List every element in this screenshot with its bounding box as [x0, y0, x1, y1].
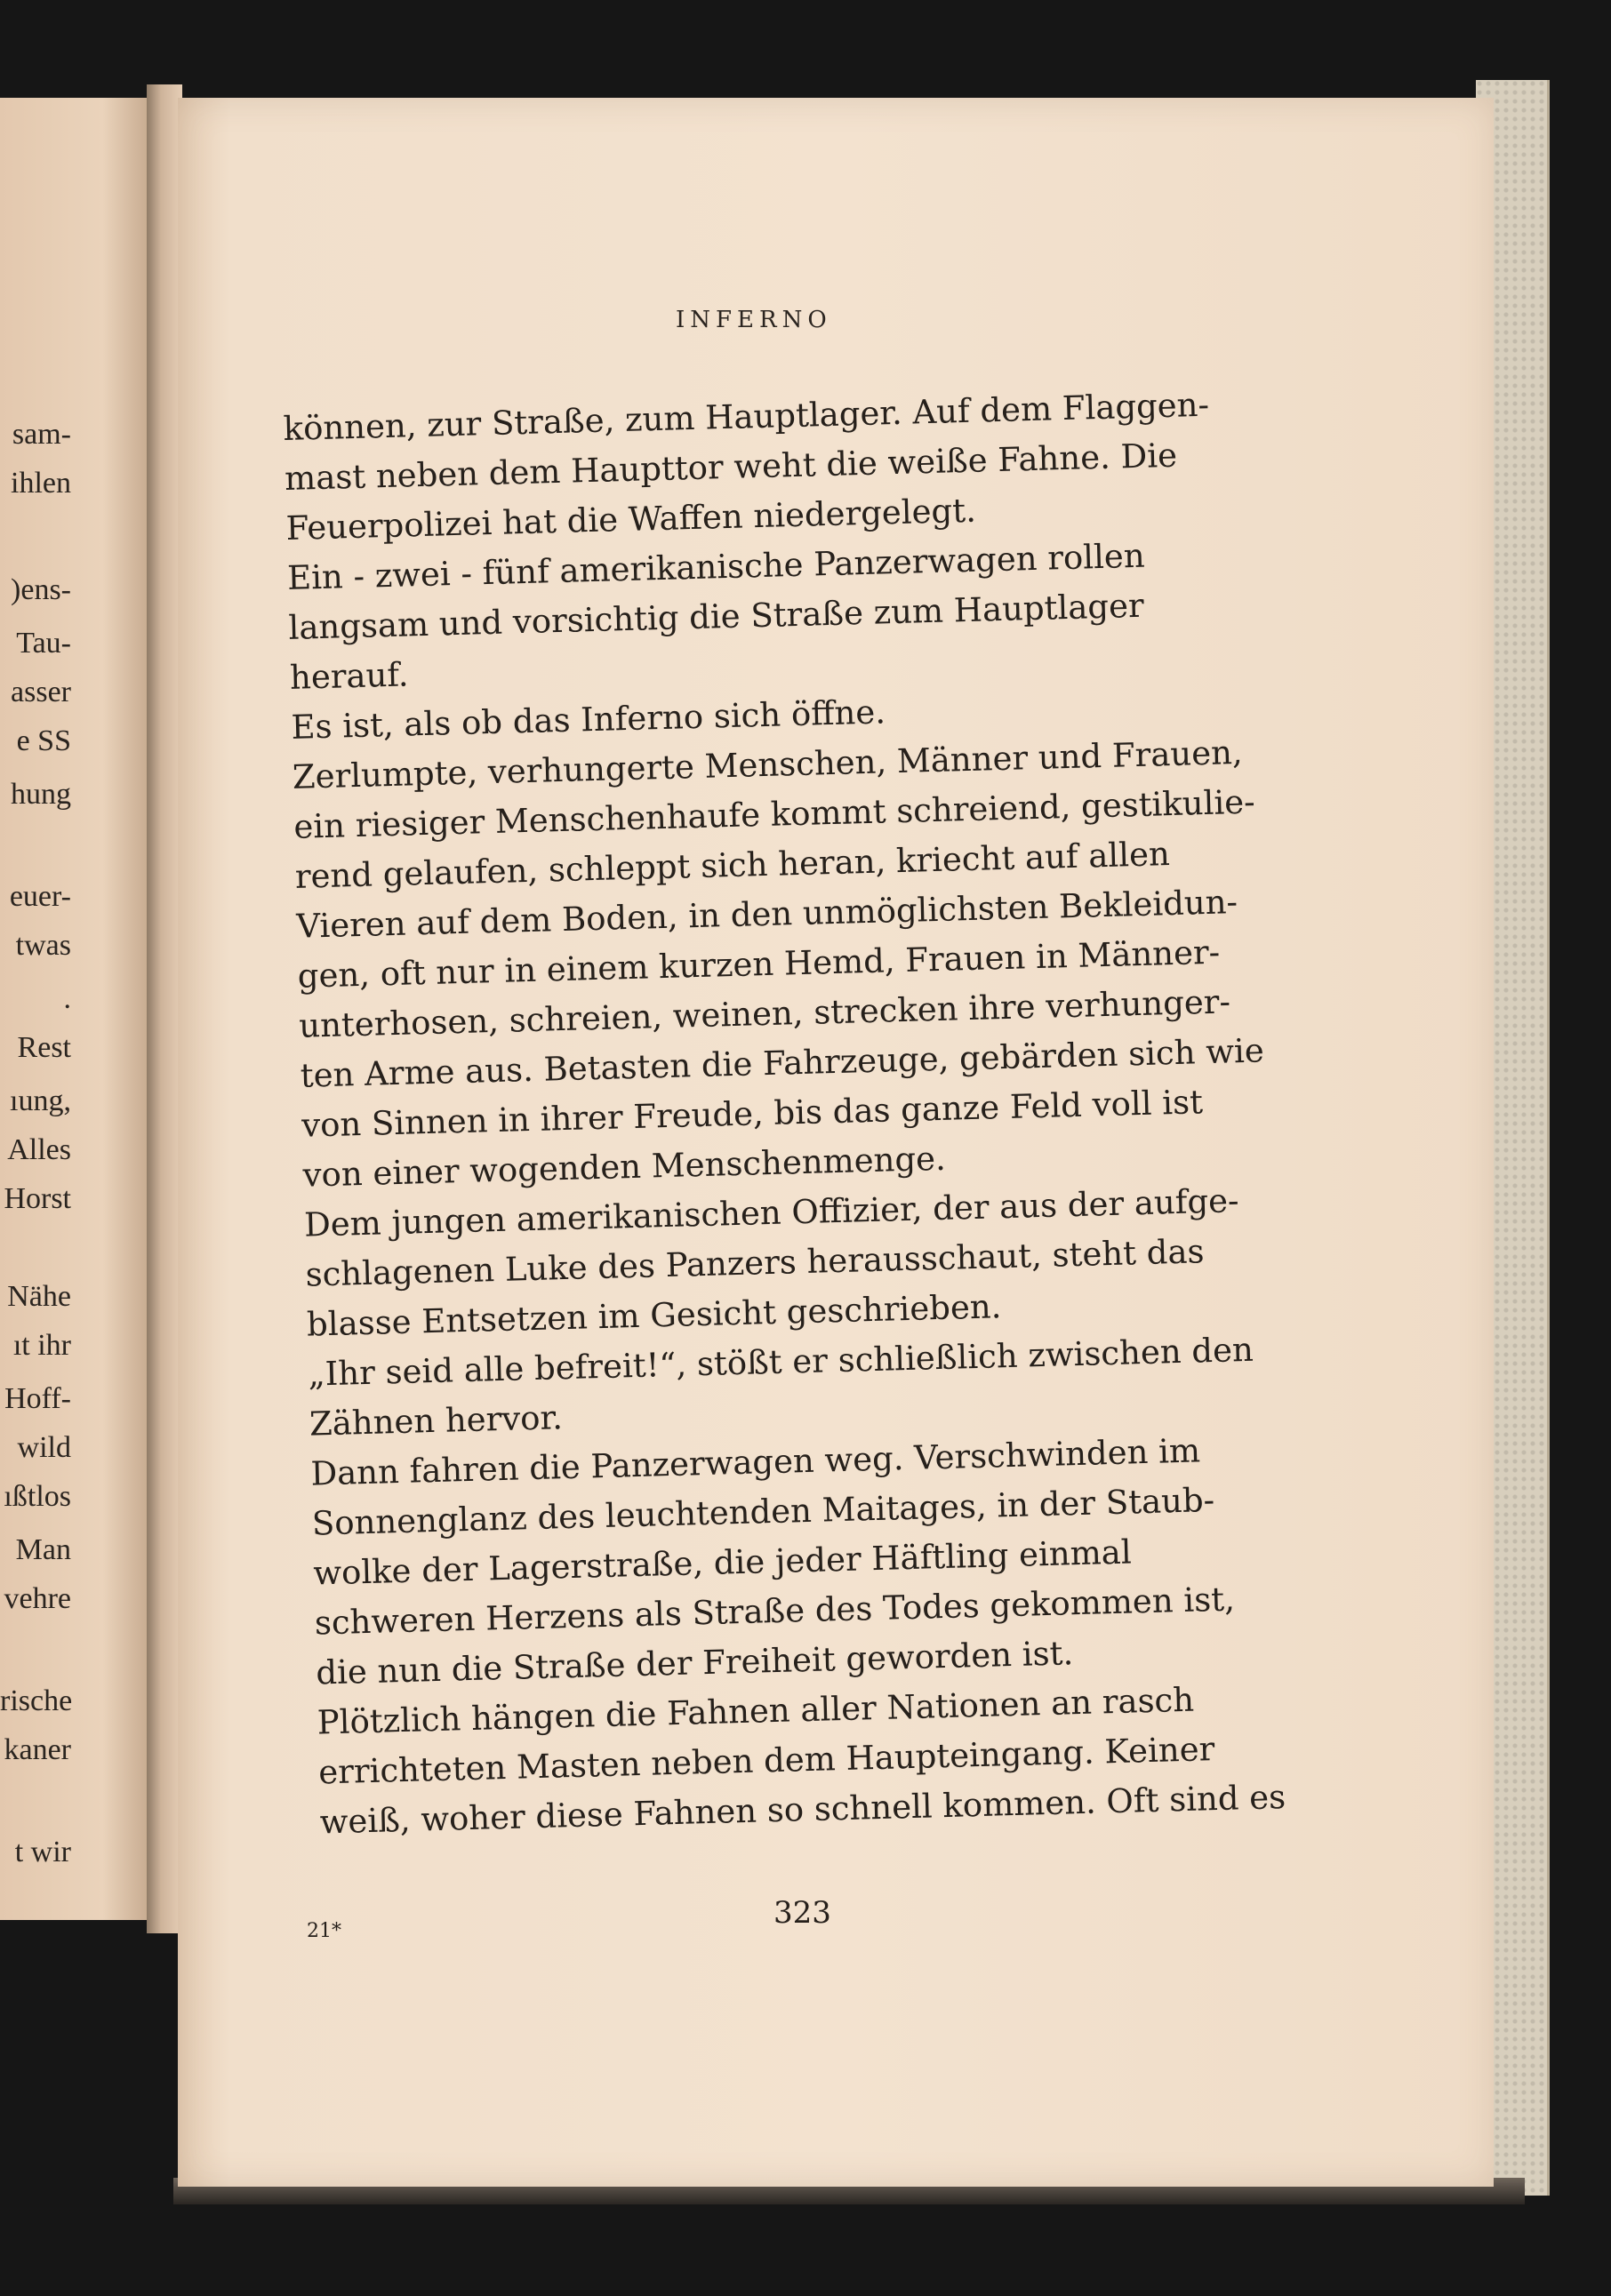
left-fragment: hung [11, 778, 71, 811]
text-line: können, zur Straße, zum Hauptlager. Auf dem Flaggen- [283, 385, 1210, 448]
text-line: Ein - zwei - fünf amerikanische Panzerwagen rollen [286, 536, 1146, 597]
text-line: Dem jungen amerikanischen Offizier, der aus der aufge- [303, 1181, 1240, 1244]
text-line: die nun die Straße der Freiheit geworden ist. [315, 1634, 1074, 1692]
text-line: herauf. [289, 655, 410, 697]
left-fragment: )ens- [11, 573, 71, 606]
left-fragment: sam- [12, 418, 71, 451]
left-fragment: . [63, 982, 71, 1015]
text-line: blasse Entsetzen im Gesicht geschrieben. [306, 1287, 1002, 1344]
text-line: rend gelaufen, schleppt sich heran, kriecht auf allen [294, 835, 1171, 896]
left-fragment: vehre [4, 1582, 71, 1615]
text-line: ten Arme aus. Betasten die Fahrzeuge, gebärden sich wie [300, 1031, 1265, 1095]
left-fragment: euer- [9, 880, 71, 913]
left-fragment: t wir [14, 1836, 71, 1868]
left-fragment: Horst [4, 1182, 71, 1215]
left-fragment: ıßtlos [4, 1480, 71, 1513]
text-line: mast neben dem Haupttor weht die weiße Fahne. Die [284, 436, 1178, 498]
text-line: Zähnen hervor. [309, 1398, 564, 1444]
left-fragment: Hoff- [4, 1382, 71, 1415]
text-line: von Sinnen in ihrer Freude, bis das ganze Feld voll ist [301, 1083, 1204, 1145]
text-line: unterhosen, schreien, weinen, strecken ihre verhunger- [298, 982, 1231, 1045]
text-line: Zerlumpte, verhungerte Menschen, Männer und Frauen, [292, 732, 1244, 796]
left-fragment: e SS [16, 724, 71, 757]
text-line: errichteten Masten neben dem Haupteingang. Keiner [317, 1730, 1215, 1792]
left-fragment: twas [15, 929, 71, 962]
signature-mark: 21* [307, 1920, 341, 1942]
left-fragment: ıung, [10, 1084, 71, 1117]
text-line: von einer wogenden Menschenmenge. [302, 1139, 947, 1195]
left-fragment: ihlen [11, 467, 71, 500]
left-fragment: rische [0, 1684, 73, 1717]
left-fragment: asser [11, 676, 71, 708]
running-head: INFERNO [676, 307, 832, 333]
text-line: langsam und vorsichtig die Straße zum Hauptlager [288, 586, 1145, 647]
left-fragment: kaner [4, 1733, 71, 1766]
text-line: Sonnenglanz des leuchtenden Maitages, in der Staub- [311, 1480, 1215, 1543]
left-fragment: Alles [7, 1133, 71, 1166]
text-line: wolke der Lagerstraße, die jeder Häftling einmal [312, 1532, 1133, 1593]
left-fragment: Nähe [7, 1280, 71, 1313]
left-fragment: Tau- [16, 627, 71, 660]
left-fragment: Man [15, 1533, 71, 1566]
text-line: Plötzlich hängen die Fahnen aller Nationen an rasch [317, 1680, 1195, 1742]
text-line: Feuerpolizei hat die Waffen niedergelegt. [285, 491, 977, 548]
left-fragment: wild [17, 1431, 71, 1464]
left-page [0, 98, 147, 1920]
left-fragment: ıt ihr [12, 1329, 71, 1362]
text-line: weiß, woher diese Fahnen so schnell kommen. Oft sind es [319, 1778, 1286, 1842]
text-line: „Ihr seid alle befreit!“, stößt er schließlich zwischen den [308, 1330, 1254, 1394]
text-line: Es ist, als ob das Inferno sich öffne. [290, 692, 886, 747]
text-line: schweren Herzens als Straße des Todes gekommen ist, [314, 1580, 1236, 1643]
text-line: schlagenen Luke des Panzers herausschaut, steht das [305, 1232, 1205, 1294]
body-text [283, 379, 1320, 1848]
text-line: Vieren auf dem Boden, in den unmöglichsten Bekleidun- [295, 883, 1238, 946]
left-fragment: Rest [17, 1031, 71, 1064]
text-line: Dann fahren die Panzerwagen weg. Verschwinden im [309, 1431, 1201, 1493]
page-number: 323 [773, 1895, 831, 1931]
text-line: gen, oft nur in einem kurzen Hemd, Frauen in Männer- [297, 932, 1221, 996]
book-gutter [147, 84, 182, 1933]
text-line: ein riesiger Menschenhaufe kommt schreiend, gestikulie- [293, 782, 1256, 846]
